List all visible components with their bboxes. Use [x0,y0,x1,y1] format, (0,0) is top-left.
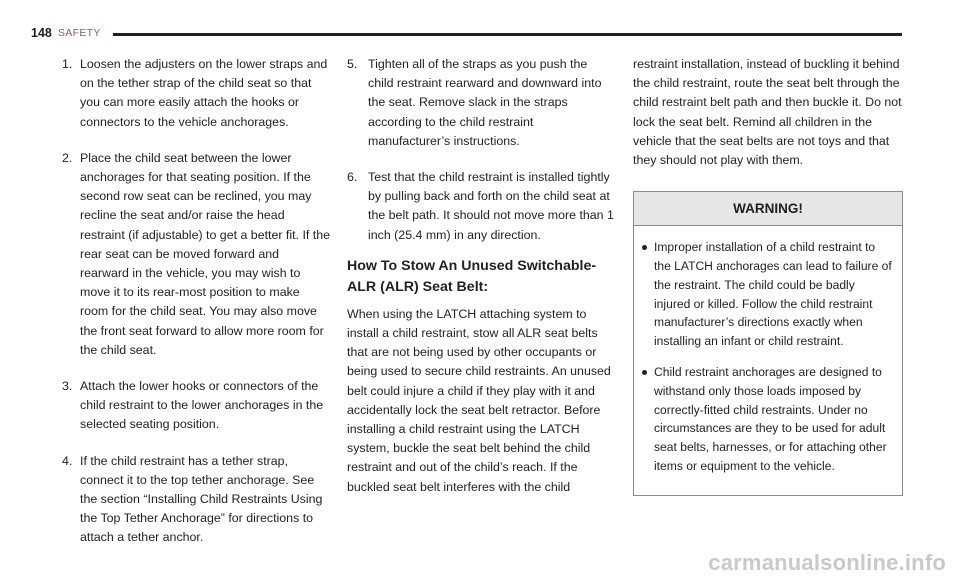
column-1 [62,55,330,565]
bullet-icon [642,245,647,250]
stow-heading: How To Stow An Unused Switchable-ALR (ALR) Seat Belt: [347,257,597,295]
list-item: 3. Attach the lower hooks or connectors of the child restraint to the lower anchorages in the selected seating position. [62,379,324,432]
column-2 [347,55,615,497]
bullet-icon [642,370,647,375]
warning-list [634,226,902,495]
list-item: 1. Loosen the adjusters on the lower straps and on the tether strap of the child seat so that you can more easily attach the hooks or connectors to the vehicle anchorages. [62,57,328,129]
steps-list-1 [62,55,330,548]
list-item: 5. Tighten all of the straps as you push the child restraint rearward and downward into the seat. Remove slack in the straps according to the child restraint manufacturer’s instructions. [347,57,602,148]
steps-list-2 [347,55,615,245]
warning-box [633,191,903,496]
warning-item: Child restraint anchorages are designed to withstand only those loads imposed by correctly-fitted child restraints. Under no circumstances are they to be used for adult seat belts, harnesses, or for attaching other items or equipment to the vehicle. [642,363,894,476]
page-header [31,26,902,42]
header-rule [113,33,902,36]
warning-title: WARNING! [634,192,902,226]
page-number: 148 [31,26,52,40]
warning-item: Improper installation of a child restraint to the LATCH anchorages can lead to failure of the restraint. The child could be badly injured or killed. Follow the child restraint manufacturer’s directions exactly when installing an infant or child restraint. [642,238,894,351]
stow-paragraph: When using the LATCH attaching system to install a child restraint, stow all ALR seat belts that are not being used by other occupants or being used to secure child restraints. An unused belt could injure a child if they play with it and accidentally lock the seat belt retractor. Before installing a child restraint using the LATCH system, buckle the seat belt behind the child restraint and out of the child’s reach. If the buckled seat belt interferes with the child [347,306,611,494]
list-item: 2. Place the child seat between the lower anchorages for that seating position. If the second row seat can be reclined, you may recline the seat and/or raise the head restraint (if adjustable) to get a better fit. If the rear seat can be moved forward and rearward in the vehicle, you may wish to move it to its rear-most position to make room for the child seat. You may also move the front seat forward to allow more room for the child seat. [62,150,331,357]
column-3 [633,55,905,496]
list-item: 6. Test that the child restraint is installed tightly by pulling back and forth on the child seat at the belt path. It should not move more than 1 inch (25.4 mm) in any direction. [347,170,614,242]
watermark: carmanualsonline.info [708,550,946,575]
section-title: SAFETY [58,27,101,39]
stow-paragraph-continued: restraint installation, instead of buckling it behind the child restraint, route the seat belt through the child restraint belt path and then buckle it. Do not lock the seat belt. Remind all children in the vehicle that the seat belts are not toys and that they should not play with them. [633,57,902,168]
list-item: 4. If the child restraint has a tether strap, connect it to the top tether anchorage. See the section “Installing Child Restraints Using the Top Tether Anchorage” for directions to attach a tether anchor. [62,453,323,545]
